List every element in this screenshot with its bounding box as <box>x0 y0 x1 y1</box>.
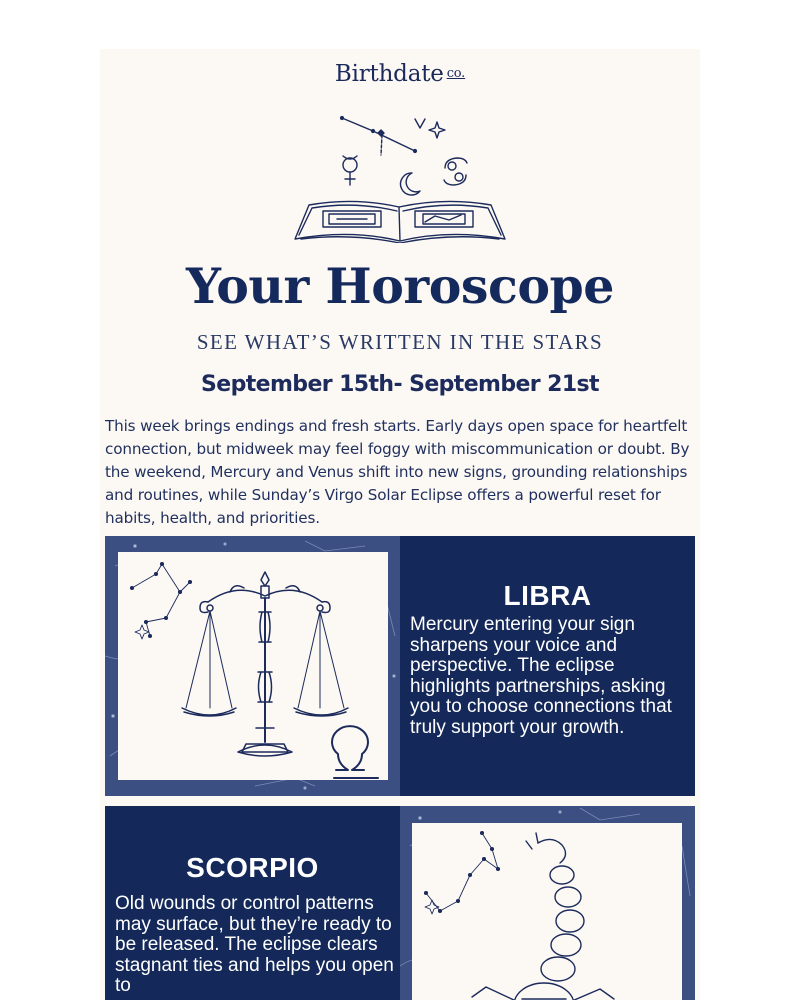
sign-name-scorpio: SCORPIO <box>186 852 319 883</box>
sign-text-scorpio: Old wounds or control patterns may surface, but they’re ready to be released. The eclipse clears stagnant ties and helps you open to <box>115 893 394 996</box>
date-range: September 15th- September 21st <box>201 372 599 397</box>
libra-scales-icon <box>118 552 388 780</box>
open-book-stars-icon <box>285 111 515 243</box>
brand-logo[interactable] <box>100 61 700 87</box>
page-subtitle: SEE WHAT’S WRITTEN IN THE STARS <box>196 330 604 354</box>
sign-card-libra <box>105 536 695 796</box>
libra-info-panel <box>400 536 695 796</box>
scorpio-illustration-frame <box>412 823 682 1000</box>
sign-text-libra: Mercury entering your sign sharpens your voice and perspective. The eclipse highlights partnerships, asking you to choose connections that truly support your growth. <box>410 614 672 738</box>
brand-suffix: co. <box>446 66 466 81</box>
scorpio-artwork <box>400 806 695 1000</box>
email-body <box>100 49 700 1000</box>
page-title: Your Horoscope <box>186 257 614 315</box>
libra-illustration-frame <box>118 552 388 780</box>
sign-name-libra: LIBRA <box>503 580 592 611</box>
libra-artwork <box>105 536 400 796</box>
intro-paragraph: This week brings endings and fresh starts. Early days open space for heartfelt connection, but midweek may feel foggy with miscommunication or doubt. By the weekend, Mercury and Venus shift into new signs, grounding relationships and routines, while Sunday’s Virgo Solar Eclipse offers a powerful reset for habits, health, and priorities. <box>105 417 690 527</box>
scorpion-icon <box>412 823 682 1000</box>
brand-name: Birthdate <box>334 61 444 87</box>
sign-card-scorpio <box>105 806 695 1000</box>
scorpio-info-panel <box>105 806 400 1000</box>
